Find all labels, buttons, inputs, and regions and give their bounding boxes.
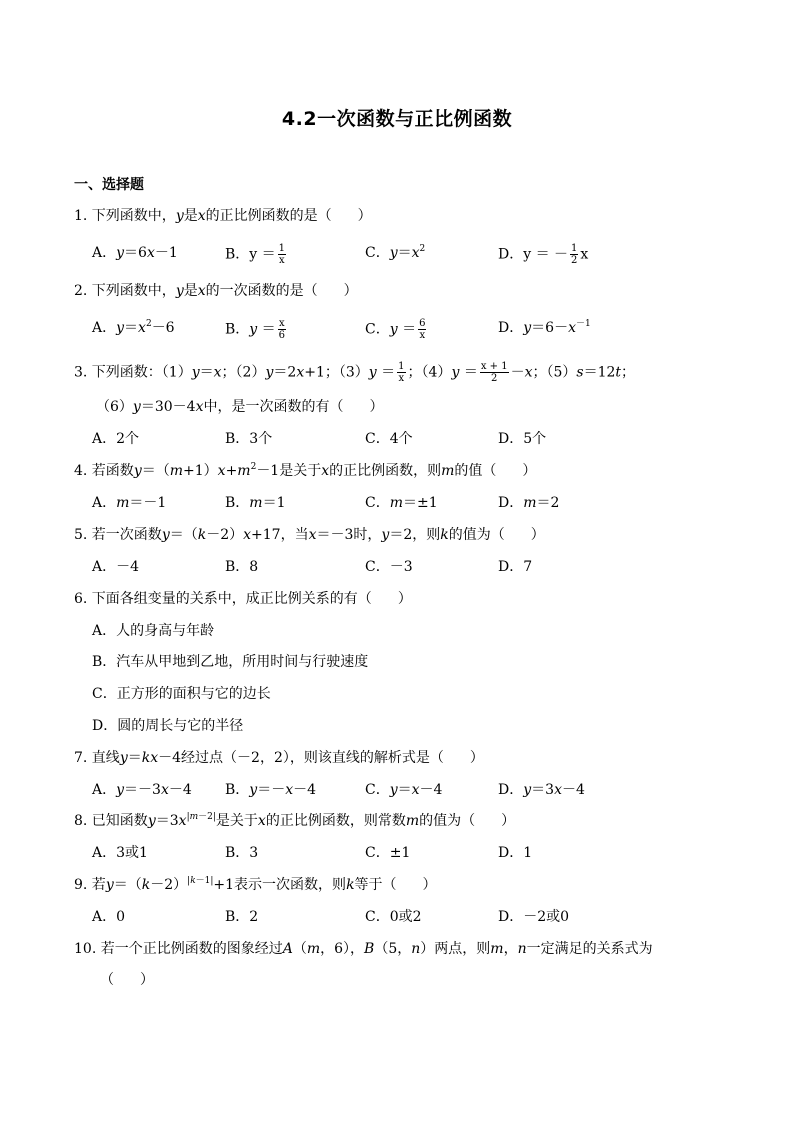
q9-option-b[interactable]: B．2 xyxy=(225,909,259,925)
question-10-line-2: （ ） xyxy=(100,972,154,988)
q7-option-b[interactable]: B．y＝－x－4 xyxy=(225,782,317,798)
q6-option-b[interactable]: B．汽车从甲地到乙地，所用时间与行驶速度 xyxy=(92,654,369,670)
q4-option-d[interactable]: D．m＝2 xyxy=(498,495,560,511)
q3-option-a[interactable]: A．2个 xyxy=(92,431,140,447)
q4-option-c[interactable]: C．m＝±1 xyxy=(365,495,438,511)
q5-option-d[interactable]: D．7 xyxy=(498,559,533,575)
q2-option-b[interactable]: B．y ＝ $\frac{x}{6}$ xyxy=(225,318,286,341)
q1-option-b[interactable]: B．y ＝ $\frac{1}{x}$ xyxy=(225,243,286,266)
q3-option-d[interactable]: D．5个 xyxy=(498,431,547,447)
q8-option-a[interactable]: A．3或1 xyxy=(92,845,148,861)
fraction: $\frac{6}{x}$ xyxy=(419,318,426,341)
fraction: $\frac{x + 1}{2}$ xyxy=(480,361,508,384)
question-3-line-1: 3. 下列函数：（1）y＝x；（2）y＝2x+1；（3）y ＝ $\frac{1}{x}$ ；（4）y ＝ $\frac{x + 1}{2}$ －x；（5）s＝12t； xyxy=(74,361,636,384)
q1-option-a[interactable]: A．y＝6x－1 xyxy=(92,245,178,261)
question-5: 5. 若一次函数y＝（k－2）x+17，当x＝－3时，y＝2，则k的值为（ ） xyxy=(74,527,545,543)
q7-option-d[interactable]: D．y＝3x－4 xyxy=(498,782,585,798)
q3-option-c[interactable]: C．4个 xyxy=(365,431,413,447)
q2-option-d[interactable]: D．$y=6-x^{-1}$ xyxy=(498,319,591,336)
fraction: $\frac{1}{2}$ xyxy=(571,243,578,266)
q7-option-a[interactable]: A．y＝－3x－4 xyxy=(92,782,192,798)
q8-option-c[interactable]: C．±1 xyxy=(365,845,411,861)
question-4: 4. 若函数$y=(m+1)x+m^2-1$是关于x的正比例函数，则m的值（ ） xyxy=(74,462,537,479)
q6-option-c[interactable]: C．正方形的面积与它的边长 xyxy=(92,686,271,702)
q1-option-c[interactable]: C．$y=x^2$ xyxy=(365,244,426,261)
q5-option-b[interactable]: B．8 xyxy=(225,559,259,575)
q2-option-a[interactable]: A．$y=x^2-6$ xyxy=(92,319,175,336)
fraction: $\frac{1}{x}$ xyxy=(398,361,405,384)
q5-option-c[interactable]: C．－3 xyxy=(365,559,413,575)
q2-option-c[interactable]: C．y ＝ $\frac{6}{x}$ xyxy=(365,318,426,341)
question-8: 8. 已知函数$y=3x^{|m-2|}$是关于x的正比例函数，则常数m的值为（ ） xyxy=(74,812,516,829)
fraction: $\frac{x}{6}$ xyxy=(278,318,286,341)
q3-option-b[interactable]: B．3个 xyxy=(225,431,273,447)
question-7: 7. 直线y＝kx－4经过点（－2，2），则该直线的解析式是（ ） xyxy=(74,750,484,766)
q6-option-a[interactable]: A．人的身高与年龄 xyxy=(92,623,215,639)
question-2: 2. 下列函数中，y是x的一次函数的是（ ） xyxy=(74,283,358,299)
q7-option-c[interactable]: C．y＝x－4 xyxy=(365,782,443,798)
q8-option-b[interactable]: B．3 xyxy=(225,845,259,861)
question-9: 9. 若$y=(k-2)^{|k-1|}+1$表示一次函数，则k等于（ ） xyxy=(74,876,437,893)
page-title: 4.2一次函数与正比例函数 xyxy=(281,108,513,130)
q4-option-a[interactable]: A．m＝－1 xyxy=(92,495,167,511)
q9-option-a[interactable]: A．0 xyxy=(92,909,126,925)
q1-option-d[interactable]: D．y ＝ － $\frac{1}{2}$ x xyxy=(498,243,589,266)
q6-option-d[interactable]: D．圆的周长与它的半径 xyxy=(92,718,244,734)
question-6: 6. 下面各组变量的关系中，成正比例关系的有（ ） xyxy=(74,591,412,607)
q4-option-b[interactable]: B．m＝1 xyxy=(225,495,286,511)
q9-option-d[interactable]: D．－2或0 xyxy=(498,909,570,925)
q5-option-a[interactable]: A．－4 xyxy=(92,559,140,575)
q8-option-d[interactable]: D．1 xyxy=(498,845,533,861)
section-heading: 一、选择题 xyxy=(74,177,144,193)
q9-option-c[interactable]: C．0或2 xyxy=(365,909,422,925)
fraction: $\frac{1}{x}$ xyxy=(278,243,286,266)
question-10-line-1: 10. 若一个正比例函数的图象经过A（m，6），B（5，n）两点，则m，n一定满足的关系式为 xyxy=(74,941,653,957)
question-1: 1. 下列函数中，y是x的正比例函数的是（ ） xyxy=(74,208,372,224)
question-3-line-2: （6）y＝30－4x中，是一次函数的有（ ） xyxy=(96,399,384,415)
